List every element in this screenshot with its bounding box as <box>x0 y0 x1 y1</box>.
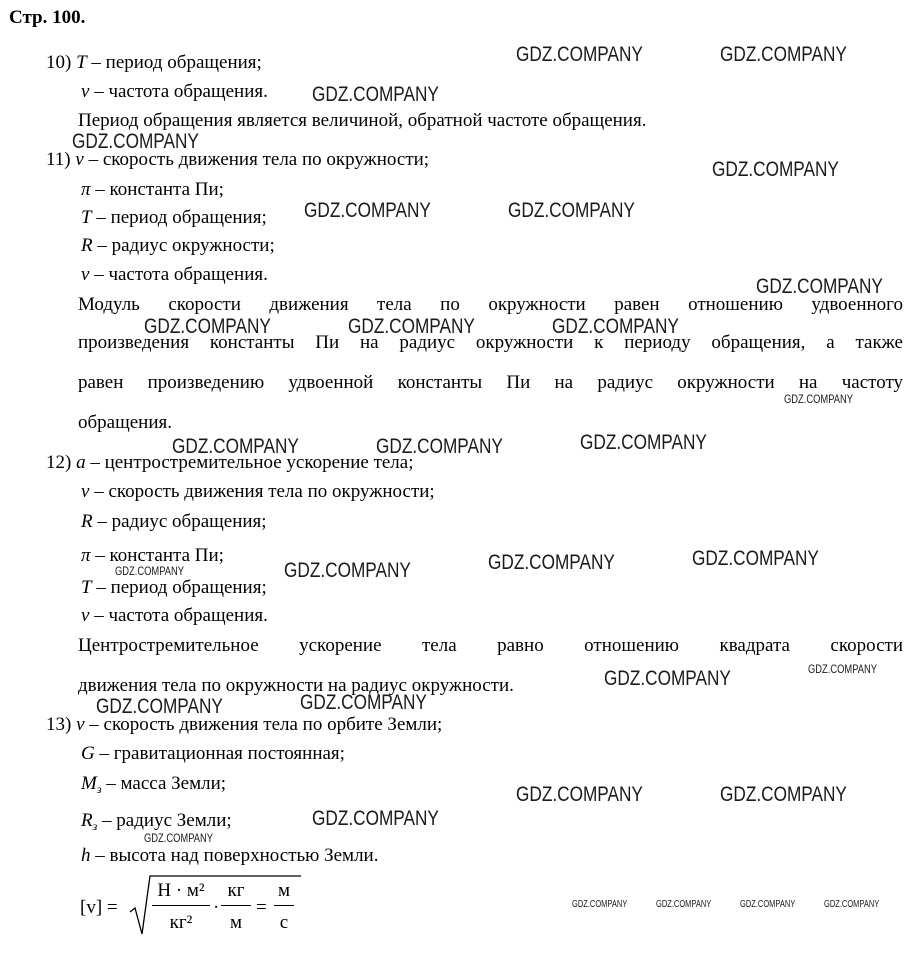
watermark: GDZ.COMPANY <box>312 807 439 830</box>
q11-line-T <box>81 208 267 227</box>
q13-G-text: – гравитационная постоянная; <box>99 743 345 764</box>
page-title: Стр. 100. <box>9 7 86 28</box>
q11-statement-line-3: равен произведению удвоенной константы Пи на радиус окружности на частоту <box>78 372 903 393</box>
q11-T-text: – период обращения; <box>96 207 267 228</box>
q12-R-text: – радиус обращения; <box>97 511 267 532</box>
q13-line-G <box>81 744 345 763</box>
q12-statement-line-1: Центростремительное ускорение тела равно отношению квадрата скорости <box>78 635 903 656</box>
q13-number: 13) <box>46 714 72 735</box>
watermark: GDZ.COMPANY <box>172 435 299 458</box>
q13-subscript-R: з <box>92 819 98 833</box>
q10-symbol-nu: ν <box>81 81 90 102</box>
formula-num3: м <box>277 880 291 901</box>
formula-eq: = <box>256 897 267 918</box>
fraction-bar-3 <box>274 905 294 906</box>
q12-symbol-R: R <box>81 511 93 532</box>
q12-symbol-T: T <box>81 577 92 598</box>
watermark: GDZ.COMPANY <box>756 275 883 298</box>
watermark: GDZ.COMPANY <box>508 199 635 222</box>
q11-statement-line-2: произведения константы Пи на радиус окружности к периоду обращения, а также <box>78 332 903 353</box>
q10-statement: Период обращения является величиной, обратной частоте обращения. <box>78 110 647 131</box>
watermark: GDZ.COMPANY <box>488 551 615 574</box>
q10-symbol-T: T <box>76 52 87 73</box>
q11-line-R <box>81 236 275 255</box>
watermark: GDZ.COMPANY <box>808 662 877 676</box>
watermark: GDZ.COMPANY <box>552 315 679 338</box>
fraction-bar-2 <box>221 905 251 906</box>
watermark: GDZ.COMPANY <box>284 559 411 582</box>
q11-line-nu <box>81 265 268 284</box>
watermark: GDZ.COMPANY <box>348 315 475 338</box>
watermark: GDZ.COMPANY <box>115 564 184 578</box>
q12-nu-text: – частота обращения. <box>94 605 268 626</box>
q10-number: 10) <box>46 52 72 73</box>
q12-v-text: – скорость движения тела по окружности; <box>94 481 435 502</box>
watermark: GDZ.COMPANY <box>720 783 847 806</box>
q11-statement-line-1: Модуль скорости движения тела по окружности равен отношению удвоенного <box>78 294 903 315</box>
q12-symbol-nu: ν <box>81 605 90 626</box>
q13-h-text: – высота над поверхностью Земли. <box>95 845 379 866</box>
q12-number: 12) <box>46 452 72 473</box>
watermark: GDZ.COMPANY <box>96 695 223 718</box>
q10-line-nu <box>81 82 268 101</box>
q12-symbol-v: v <box>81 481 90 502</box>
watermark: GDZ.COMPANY <box>572 899 628 910</box>
q12-a-text: – центростремительное ускорение тела; <box>90 452 414 473</box>
watermark: GDZ.COMPANY <box>144 831 213 845</box>
watermark: GDZ.COMPANY <box>784 392 853 406</box>
formula-lhs: [v] = <box>80 897 118 918</box>
q11-symbol-v: v <box>75 149 84 170</box>
q12-statement-line-2: движения тела по окружности на радиус окружности. <box>78 675 514 696</box>
formula-den1: кг² <box>169 912 193 933</box>
watermark: GDZ.COMPANY <box>824 899 880 910</box>
q13-v-text: – скорость движения тела по орбите Земли; <box>89 714 443 735</box>
q12-symbol-a: a <box>76 452 86 473</box>
q12-pi-text: – константа Пи; <box>95 545 224 566</box>
q11-R-text: – радиус окружности; <box>97 235 275 256</box>
formula-num2: кг <box>227 880 245 901</box>
q11-line-pi <box>81 180 224 199</box>
q11-statement-line-4: обращения. <box>78 412 172 433</box>
q13-M-text: – масса Земли; <box>106 773 227 794</box>
q13-symbol-G: G <box>81 743 95 764</box>
q11-v-text: – скорость движения тела по окружности; <box>88 149 430 170</box>
watermark: GDZ.COMPANY <box>72 130 199 153</box>
q13-symbol-h: h <box>81 845 91 866</box>
q12-line-R <box>81 512 267 531</box>
q13-line-R <box>81 811 232 832</box>
q11-pi-text: – константа Пи; <box>95 179 224 200</box>
q11-symbol-pi: π <box>81 179 91 200</box>
watermark: GDZ.COMPANY <box>376 435 503 458</box>
q11-number: 11) <box>46 149 71 170</box>
watermark: GDZ.COMPANY <box>312 83 439 106</box>
watermark: GDZ.COMPANY <box>516 783 643 806</box>
watermark: GDZ.COMPANY <box>692 547 819 570</box>
formula-den2: м <box>229 912 243 933</box>
q13-symbol-R: R <box>81 810 93 831</box>
watermark: GDZ.COMPANY <box>516 43 643 66</box>
q13-symbol-M: M <box>81 773 97 794</box>
q10-line-T <box>46 53 262 72</box>
q10-T-text: – период обращения; <box>91 52 262 73</box>
q13-subscript-M: з <box>96 782 102 796</box>
q12-T-text: – период обращения; <box>96 577 267 598</box>
q11-symbol-R: R <box>81 235 93 256</box>
q13-unit-formula <box>80 872 310 938</box>
q11-symbol-T: T <box>81 207 92 228</box>
q11-symbol-nu: ν <box>81 264 90 285</box>
watermark: GDZ.COMPANY <box>604 667 731 690</box>
q13-symbol-v: v <box>76 714 85 735</box>
q10-nu-text: – частота обращения. <box>94 81 268 102</box>
q13-R-text: – радиус Земли; <box>102 810 232 831</box>
watermark: GDZ.COMPANY <box>740 899 796 910</box>
q12-line-pi <box>81 546 224 565</box>
watermark: GDZ.COMPANY <box>580 431 707 454</box>
formula-dot: · <box>213 897 220 918</box>
q12-line-T <box>81 578 267 597</box>
watermark: GDZ.COMPANY <box>304 199 431 222</box>
fraction-bar-1 <box>152 905 210 906</box>
q12-line-v <box>81 482 435 501</box>
q11-nu-text: – частота обращения. <box>94 264 268 285</box>
formula-num1: Н · м² <box>157 880 205 901</box>
formula-den3: с <box>279 912 289 933</box>
watermark: GDZ.COMPANY <box>720 43 847 66</box>
q13-line-M <box>81 774 226 795</box>
watermark: GDZ.COMPANY <box>656 899 712 910</box>
watermark: GDZ.COMPANY <box>144 315 271 338</box>
watermark: GDZ.COMPANY <box>712 158 839 181</box>
q12-symbol-pi: π <box>81 545 91 566</box>
q13-line-h <box>81 846 378 865</box>
q12-line-nu <box>81 606 268 625</box>
watermark: GDZ.COMPANY <box>300 691 427 714</box>
